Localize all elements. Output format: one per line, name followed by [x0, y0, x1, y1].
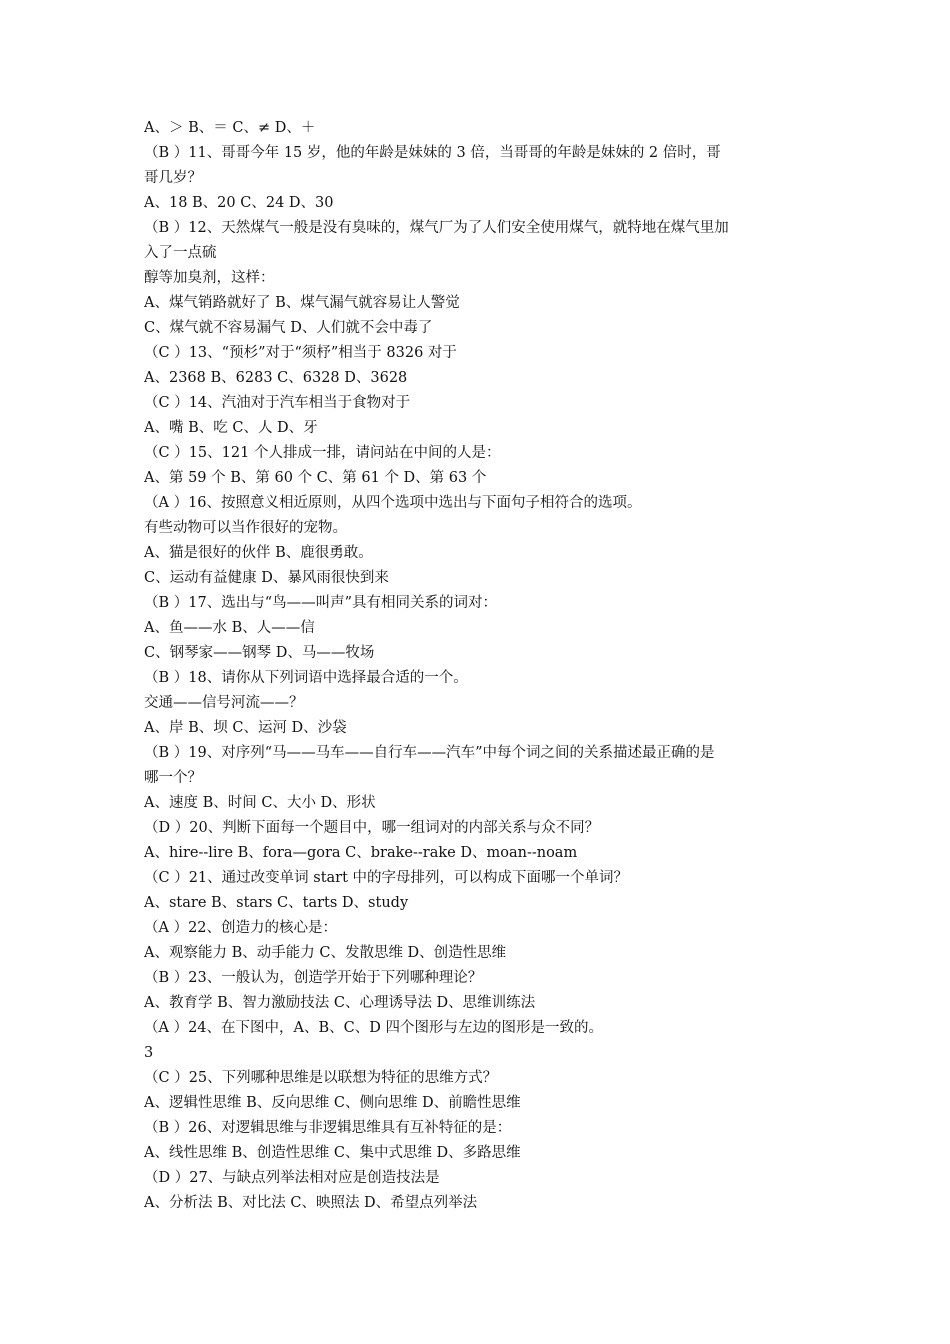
question-16-sentence: 有些动物可以当作很好的宠物。 [144, 520, 347, 536]
options-line: A、＞ B、＝ C、≠ D、＋ [144, 120, 316, 136]
question-19: （B ）19、对序列“马——马车——自行车——汽车”中每个词之间的关系描述最正确的是 [144, 745, 715, 761]
question-18-prompt: 交通——信号河流——？ [144, 695, 304, 711]
question-12-continued: 入了一点硫 [144, 245, 217, 261]
question-22-options: A、观察能力 B、动手能力 C、发散思维 D、创造性思维 [144, 945, 507, 961]
question-19-options: A、速度 B、时间 C、大小 D、形状 [144, 795, 376, 811]
question-11: （B ）11、哥哥今年 15 岁，他的年龄是妹妹的 3 倍，当哥哥的年龄是妹妹的 2 倍时，哥 [144, 145, 721, 161]
question-11-continued: 哥几岁？ [144, 170, 202, 186]
question-19-continued: 哪一个？ [144, 770, 202, 786]
question-12-options: A、煤气销路就好了 B、煤气漏气就容易让人警觉 [144, 295, 460, 311]
question-22: （A ）22、创造力的核心是： [144, 920, 338, 936]
question-16: （A ）16、按照意义相近原则，从四个选项中选出与下面句子相符合的选项。 [144, 495, 642, 511]
question-20: （D ）20、判断下面每一个题目中，哪一组词对的内部关系与众不同？ [144, 820, 600, 836]
question-27: （D ）27、与缺点列举法相对应是创造技法是 [144, 1170, 440, 1186]
question-18: （B ）18、请你从下列词语中选择最合适的一个。 [144, 670, 468, 686]
question-17: （B ）17、选出与“鸟——叫声”具有相同关系的词对： [144, 595, 498, 611]
question-23: （B ）23、一般认为，创造学开始于下列哪种理论？ [144, 970, 483, 986]
question-20-options: A、hire--lire B、fora—gora C、brake--rake D、moan--noam [144, 845, 578, 861]
question-14: （C ）14、汽油对于汽车相当于食物对于 [144, 395, 411, 411]
question-26-options: A、线性思维 B、创造性思维 C、集中式思维 D、多路思维 [144, 1145, 521, 1161]
question-25-options: A、逻辑性思维 B、反向思维 C、侧向思维 D、前瞻性思维 [144, 1095, 521, 1111]
question-15: （C ）15、121 个人排成一排，请问站在中间的人是： [144, 445, 501, 461]
question-24-figure-placeholder: 3 [144, 1045, 154, 1061]
question-27-options: A、分析法 B、对比法 C、映照法 D、希望点列举法 [144, 1195, 478, 1211]
question-13-options: A、2368 B、6283 C、6328 D、3628 [144, 370, 408, 386]
question-18-options: A、岸 B、坝 C、运河 D、沙袋 [144, 720, 347, 736]
question-26: （B ）26、对逻辑思维与非逻辑思维具有互补特征的是： [144, 1120, 512, 1136]
question-15-options: A、第 59 个 B、第 60 个 C、第 61 个 D、第 63 个 [144, 470, 487, 486]
question-21: （C ）21、通过改变单词 start 中的字母排列，可以构成下面哪一个单词？ [144, 870, 629, 886]
question-12-options: C、煤气就不容易漏气 D、人们就不会中毒了 [144, 320, 433, 336]
question-25: （C ）25、下列哪种思维是以联想为特征的思维方式？ [144, 1070, 498, 1086]
document-body [144, 116, 814, 1216]
question-14-options: A、嘴 B、吃 C、人 D、牙 [144, 420, 318, 436]
question-16-options: C、运动有益健康 D、暴风雨很快到来 [144, 570, 389, 586]
question-23-options: A、教育学 B、智力激励技法 C、心理诱导法 D、思维训练法 [144, 995, 536, 1011]
question-11-options: A、18 B、20 C、24 D、30 [144, 195, 334, 211]
question-12-continued: 醇等加臭剂，这样： [144, 270, 275, 286]
question-24: （A ）24、在下图中，A、B、C、D 四个图形与左边的图形是一致的。 [144, 1020, 603, 1036]
question-21-options: A、stare B、stars C、tarts D、study [144, 895, 409, 911]
question-17-options: A、鱼——水 B、人——信 [144, 620, 315, 636]
question-17-options: C、钢琴家——钢琴 D、马——牧场 [144, 645, 375, 661]
question-12: （B ）12、天然煤气一般是没有臭味的，煤气厂为了人们安全使用煤气，就特地在煤气里加 [144, 220, 729, 236]
question-13: （C ）13、“预杉”对于“须杼”相当于 8326 对于 [144, 345, 457, 361]
question-16-options: A、猫是很好的伙伴 B、鹿很勇敢。 [144, 545, 373, 561]
